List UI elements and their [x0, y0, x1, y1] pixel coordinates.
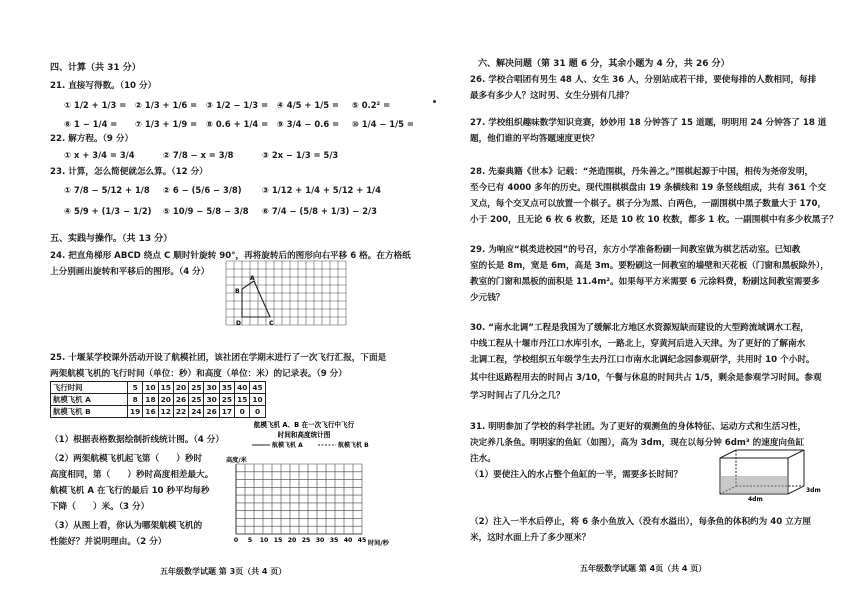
- table-cell: 20: [173, 382, 188, 394]
- q31-line: 注水。: [470, 454, 496, 464]
- q25-part-3: 性能好？并说明理由。（2 分）: [50, 537, 167, 547]
- table-row-header: 飞行时间: [51, 382, 128, 394]
- q21-item: ⑦ 1/3 + 1/9 =: [134, 119, 198, 129]
- q21-item: ⑩ 1/4 − 1/5 =: [351, 119, 414, 129]
- q25-part-2: 高度相同，第（ ）秒时高度相差最大。: [50, 470, 214, 480]
- q23-row-2: [64, 206, 377, 216]
- q24-grid: [224, 259, 352, 333]
- table-cell: 30: [204, 394, 219, 406]
- q27-line: 题，他们谁的平均答题速度更快？: [470, 134, 599, 144]
- q28-line: 小于 200，且无论 6 枚 6 枚数，还是 10 枚 10 枚数，都多 1 枚。一副围棋中有多少枚黑子？: [470, 215, 838, 225]
- q22-item: ① x + 3/4 = 3/4: [64, 150, 135, 160]
- table-cell: 26: [204, 406, 219, 418]
- q31-line: 决定养几条鱼。明明家的鱼缸（如图），高为 3dm，现在以每分钟 6dm³ 的速度向鱼缸: [470, 438, 805, 448]
- q28-line: 至今已有 4000 多年的历史。现代围棋棋盘由 19 条横线和 19 条竖线组成，共有 361 个交: [470, 183, 827, 193]
- section-6-title: 六、解决问题（第 31 题 6 分，其余小题为 4 分，共 26 分）: [478, 59, 730, 69]
- x-tick-label: 35: [329, 537, 339, 544]
- q26-line: 26. 学校合唱团有男生 48 人、女生 36 人，分别站成若干排，要使每排的人数相同，每排: [470, 75, 817, 85]
- table-cell: 35: [219, 382, 234, 394]
- table-cell: 15: [235, 394, 250, 406]
- line-chart: [216, 418, 394, 552]
- x-tick-label: 20: [287, 537, 297, 544]
- q24-line-1: 24. 把直角梯形 ABCD 绕点 C 顺时针旋转 90°，再将旋转后的图形向右平移 6 格。在方格纸: [50, 251, 411, 261]
- table-row: [51, 394, 266, 406]
- q25-line-1: 25. 十堰某学校课外活动开设了航模社团，该社团在学期末进行了一次飞行汇报，下面是: [50, 353, 387, 363]
- table-cell: 25: [189, 382, 204, 394]
- chart-title: 时间和高度统计图: [277, 431, 331, 439]
- y-axis-label: 高度/米: [226, 457, 247, 464]
- q21-item: ⑨ 3/4 − 0.6 =: [276, 119, 340, 129]
- legend-label-b: 航模飞机 B: [338, 442, 369, 449]
- table-cell: 16: [143, 406, 158, 418]
- x-tick-label: 45: [357, 537, 367, 544]
- q31-part-2: （2）注入一半水后停止，将 6 条小鱼放入（没有水溢出），每条鱼的体积约为 40 立方厘: [470, 517, 811, 527]
- x-axis-label: 时间/秒: [368, 540, 389, 547]
- q21-row-1: [64, 100, 390, 110]
- page-footer: 五年级数学试题 第 4页（共 4 页）: [580, 564, 707, 573]
- q31-part-2: 米，这时水面上升了多少厘米？: [470, 533, 591, 543]
- q21-item: ⑧ 0.6 + 1/4 =: [205, 119, 269, 129]
- q23-item: ① 7/8 − 5/12 + 1/8: [64, 185, 150, 195]
- table-cell: 17: [219, 406, 234, 418]
- table-cell: 19: [128, 406, 143, 418]
- q31-part-1: （1）要使注入的水占整个鱼缸的一半，需要多长时间？: [470, 470, 683, 480]
- table-cell: 25: [189, 394, 204, 406]
- q25-part-2: 下降（ ）米。（3 分）: [50, 502, 150, 512]
- q21-item: ④ 4/5 + 1/5 =: [276, 100, 339, 110]
- q23-item: ⑥ 7/4 − (5/8 + 1/3) − 2/3: [261, 206, 377, 216]
- tank-height-label: 3dm: [806, 487, 821, 494]
- table-cell: 18: [143, 394, 158, 406]
- q23-item: ② 6 − (5/6 − 3/8): [162, 185, 242, 195]
- table-cell: 40: [235, 382, 250, 394]
- table-cell: 5: [128, 382, 143, 394]
- q30-line: 30. “南水北调”工程是我国为了缓解北方地区水资源短缺而建设的大型跨流域调水工程，: [470, 323, 809, 333]
- q21-item: ⑤ 0.2² =: [351, 100, 391, 110]
- q21-item: ② 1/3 + 1/6 =: [134, 100, 198, 110]
- q25-line-2: 两架航模飞机的飞行时间（单位：秒）和高度（单位：米）的记录表。（9 分）: [50, 369, 347, 379]
- table-cell: 10: [250, 394, 265, 406]
- table-row-header: 航模飞机 B: [51, 406, 128, 418]
- table-cell: 25: [219, 394, 234, 406]
- table-cell: 10: [143, 382, 158, 394]
- vertex-label: A: [250, 275, 255, 282]
- section-5-title: 五、实践与操作。（共 13 分）: [50, 234, 173, 244]
- q22-row: [64, 150, 338, 160]
- q30-line: 其中往返路程用去的时间占 3/10，午餐与休息的时间共占 1/5，剩余是参观学习时间。参观: [470, 373, 822, 383]
- x-tick-label: 10: [259, 537, 269, 544]
- table-cell: 45: [250, 382, 265, 394]
- q28-line: 28. 先秦典籍《世本》记载：“尧造围棋，丹朱善之。”围棋起源于中国，相传为尧帝发明，: [470, 167, 814, 177]
- x-tick-label: 15: [273, 537, 283, 544]
- table-cell: 8: [128, 394, 143, 406]
- q23-title: 23. 计算，怎么简便就怎么算。（12 分）: [50, 167, 208, 177]
- vertex-label: D: [236, 320, 241, 327]
- q23-row-1: [64, 185, 381, 195]
- x-tick-label: 5: [247, 537, 253, 544]
- q25-part-2: （2）两架航模飞机起飞第（ ）秒时: [50, 454, 203, 464]
- tank-width-label: 4dm: [748, 496, 763, 503]
- x-tick-label: 25: [301, 537, 311, 544]
- q31-line: 31. 明明参加了学校的科学社团。为了更好的观测鱼的身体特征、运动方式和生活习性，: [470, 422, 807, 432]
- q30-line: 北调工程，学校组织五年级学生去丹江口市南水北调纪念园参观研学，共用时 10 个小时。: [470, 355, 815, 365]
- flight-table: [50, 381, 266, 418]
- q27-line: 27. 学校组织趣味数学知识竞赛，妙妙用 18 分钟答了 15 道题，明明用 24 分钟答了 18 道: [470, 118, 827, 128]
- q22-title: 22. 解方程。（9 分）: [50, 134, 134, 144]
- q23-item: ⑤ 10/9 − 5/8 − 3/8: [162, 206, 249, 216]
- q29-line: 教室的门窗和黑板的面积是 11.4m²。如果每平方米需要 6 元涂料费，粉刷这间教室需要多: [470, 277, 820, 287]
- table-cell: 22: [173, 406, 188, 418]
- table-cell: 12: [158, 406, 173, 418]
- legend-label-a: 航模飞机 A: [272, 442, 303, 449]
- table-row: [51, 382, 266, 394]
- q26-line: 最多有多少人？这时男、女生分别有几排？: [470, 91, 634, 101]
- table-row-header: 航模飞机 A: [51, 394, 128, 406]
- q24-line-2: 上分别画出旋转和平移后的图形。（4 分）: [50, 267, 210, 277]
- page-footer: 五年级数学试题 第 3页（共 4 页）: [160, 567, 287, 576]
- q29-line: 29. 为响应“棋类进校园”的号召，东方小学准备粉刷一间教室做为棋艺活动室。已知教: [470, 245, 801, 255]
- q25-part-3: （3）从图上看，你认为哪架航模飞机的: [50, 521, 203, 531]
- q29-line: 少元钱？: [470, 293, 505, 303]
- table-cell: 30: [204, 382, 219, 394]
- q28-line: 叉点，每个交叉点可以放置一个棋子。棋子分为黑、白两色，一副围棋中黑子数量大于 170，: [470, 199, 827, 209]
- vertex-label: B: [235, 288, 240, 295]
- q21-item: ① 1/2 + 1/3 =: [64, 100, 127, 110]
- x-tick-label: 40: [343, 537, 353, 544]
- q30-line: 中线工程从十堰市丹江口水库引水，一路北上，穿黄河后进入天津。为了更好的了解南水: [470, 339, 806, 349]
- fish-tank-figure: [714, 446, 821, 503]
- x-tick-label: 30: [315, 537, 325, 544]
- q21-title: 21. 直接写得数。（10 分）: [50, 81, 157, 91]
- table-cell: 26: [173, 394, 188, 406]
- q22-item: ② 7/8 − x = 3/8: [162, 150, 234, 160]
- q21-row-2: [64, 119, 414, 129]
- q29-line: 室的长是 8m，宽是 6m，高是 3m。要粉刷这一间教室的墙壁和天花板（门窗和黑板除外），: [470, 261, 829, 271]
- table-row: [51, 406, 266, 418]
- table-cell: 0: [250, 406, 265, 418]
- table-cell: 24: [189, 406, 204, 418]
- q23-item: ③ 1/12 + 1/4 + 5/12 + 1/4: [261, 185, 381, 195]
- q30-line: 学习时间占了几分之几？: [470, 391, 565, 401]
- q25-part-1: （1）根据表格数据绘制折线统计图。（4 分）: [50, 435, 224, 445]
- q21-item: ③ 1/2 − 1/3 =: [205, 100, 269, 110]
- q25-part-2: 航模飞机 A 在飞行的最后 10 秒平均每秒: [50, 486, 210, 496]
- table-cell: 20: [158, 394, 173, 406]
- right-page: [430, 0, 860, 609]
- x-tick-label: 0: [233, 537, 239, 544]
- q21-item: ⑥ 1 − 1/4 =: [64, 119, 118, 129]
- chart-title: 航模飞机 A、B 在一次飞行中飞行: [253, 421, 355, 429]
- q23-item: ④ 5/9 + (1/3 − 1/2): [64, 206, 152, 216]
- section-4-title: 四、计算（共 31 分）: [50, 63, 141, 73]
- table-cell: 0: [235, 406, 250, 418]
- q22-item: ③ 2x − 1/3 = 5/3: [261, 150, 339, 160]
- table-cell: 15: [158, 382, 173, 394]
- vertex-label: C: [269, 320, 274, 327]
